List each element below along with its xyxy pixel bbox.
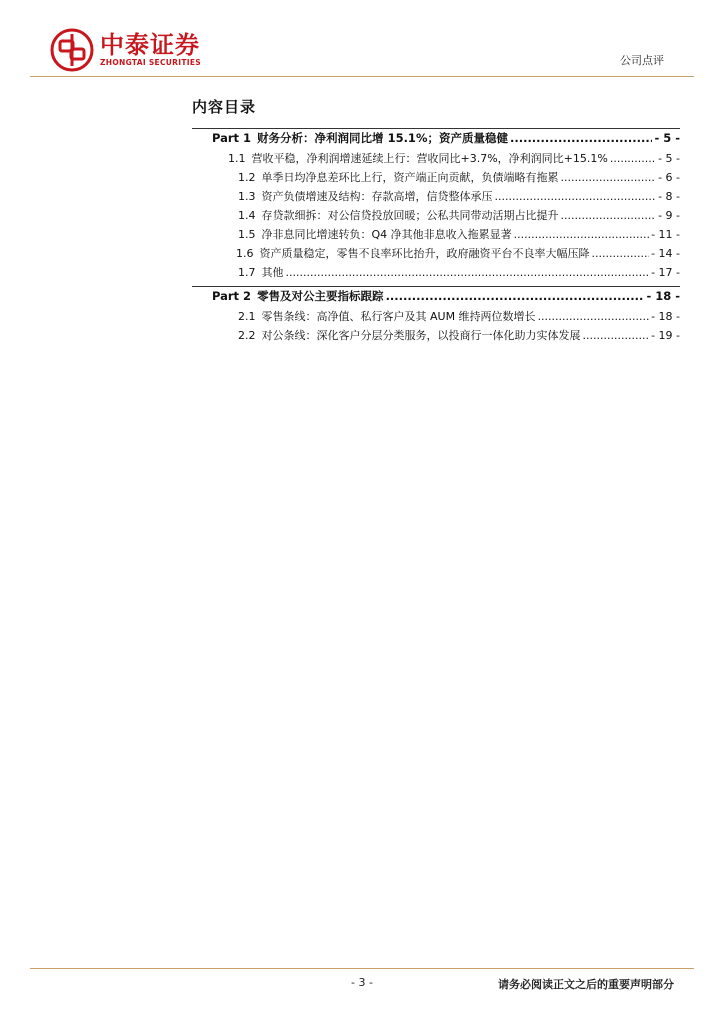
toc-part-divider (192, 286, 680, 287)
toc-part-2[interactable] (212, 288, 680, 304)
toc-item-title: 存贷款细拆：对公信贷投放回暖；公私共同带动活期占比提升 (261, 209, 559, 222)
toc-item-1-4[interactable] (238, 208, 680, 224)
disclaimer-note: 请务必阅读正文之后的重要声明部分 (498, 978, 674, 991)
report-type-label: 公司点评 (620, 54, 664, 67)
toc-item-title: 净非息同比增速转负：Q4 净其他非息收入拖累显著 (261, 228, 512, 241)
toc-item-title: 营收平稳，净利润增速延续上行：营收同比+3.7%，净利润同比+15.1% (251, 152, 608, 165)
toc-item-number: 1.5 (238, 228, 256, 241)
toc-item-1-5[interactable] (238, 227, 680, 243)
toc-item-2-1[interactable] (238, 309, 680, 325)
toc-page-number: - 9 - (658, 209, 680, 222)
toc-page-number: - 5 - (654, 131, 680, 145)
toc-leader-dots (286, 265, 650, 281)
footer-divider (30, 968, 694, 969)
toc-item-number: 1.4 (238, 209, 256, 222)
toc-leader-dots (510, 130, 652, 146)
toc-page-number: - 18 - (646, 289, 680, 303)
toc-leader-dots (561, 170, 657, 186)
toc-item-1-3[interactable] (238, 189, 680, 205)
toc-item-2-2[interactable] (238, 328, 680, 344)
toc-part-divider (192, 128, 680, 129)
toc-leader-dots (495, 189, 657, 205)
toc-item-1-2[interactable] (238, 170, 680, 186)
toc-page-number: - 14 - (651, 247, 680, 260)
company-logo (50, 28, 201, 72)
toc-leader-dots (592, 246, 650, 262)
toc-item-1-6[interactable] (236, 246, 680, 262)
toc-page-number: - 19 - (651, 329, 680, 342)
toc-part-number: Part 2 (212, 289, 252, 303)
toc-title: 内容目录 (192, 98, 257, 116)
toc-page-number: - 6 - (658, 171, 680, 184)
toc-item-1-7[interactable] (238, 265, 680, 281)
toc-leader-dots (514, 227, 649, 243)
toc-item-number: 2.1 (238, 310, 256, 323)
toc-part-title: 零售及对公主要指标跟踪 (257, 289, 384, 303)
toc-part-1[interactable] (212, 130, 680, 146)
toc-item-title: 单季日均净息差环比上行，资产端正向贡献，负债端略有拖累 (261, 171, 559, 184)
toc-item-number: 1.2 (238, 171, 256, 184)
toc-page-number: - 11 - (651, 228, 680, 241)
toc-item-title: 对公条线：深化客户分层分类服务，以投商行一体化助力实体发展 (261, 329, 581, 342)
header-divider (30, 76, 694, 77)
zhongtai-logo-icon (50, 28, 94, 72)
toc-leader-dots (610, 151, 656, 167)
toc-item-title: 资产质量稳定，零售不良率环比抬升，政府融资平台不良率大幅压降 (259, 247, 590, 260)
toc-item-1-1[interactable] (228, 151, 680, 167)
toc-item-number: 2.2 (238, 329, 256, 342)
toc-item-number: 1.6 (236, 247, 254, 260)
logo-chinese-name: 中泰证券 (100, 31, 200, 59)
toc-part-title: 财务分析：净利润同比增 15.1%；资产质量稳健 (257, 131, 508, 145)
logo-english-name: ZHONGTAI SECURITIES (100, 58, 201, 67)
page-number: - 3 - (351, 976, 373, 989)
toc-leader-dots (386, 288, 645, 304)
toc-item-title: 零售条线：高净值、私行客户及其 AUM 维持两位数增长 (261, 310, 536, 323)
toc-item-number: 1.3 (238, 190, 256, 203)
toc-part-number: Part 1 (212, 131, 252, 145)
toc-leader-dots (538, 309, 650, 325)
toc-page-number: - 17 - (651, 266, 680, 279)
toc-item-number: 1.7 (238, 266, 256, 279)
toc-item-number: 1.1 (228, 152, 246, 165)
toc-page-number: - 5 - (658, 152, 680, 165)
toc-page-number: - 8 - (658, 190, 680, 203)
toc-page-number: - 18 - (651, 310, 680, 323)
toc-leader-dots (561, 208, 657, 224)
toc-leader-dots (583, 328, 650, 344)
toc-item-title: 其他 (261, 266, 284, 279)
toc-item-title: 资产负债增速及结构：存款高增，信贷整体承压 (261, 190, 493, 203)
